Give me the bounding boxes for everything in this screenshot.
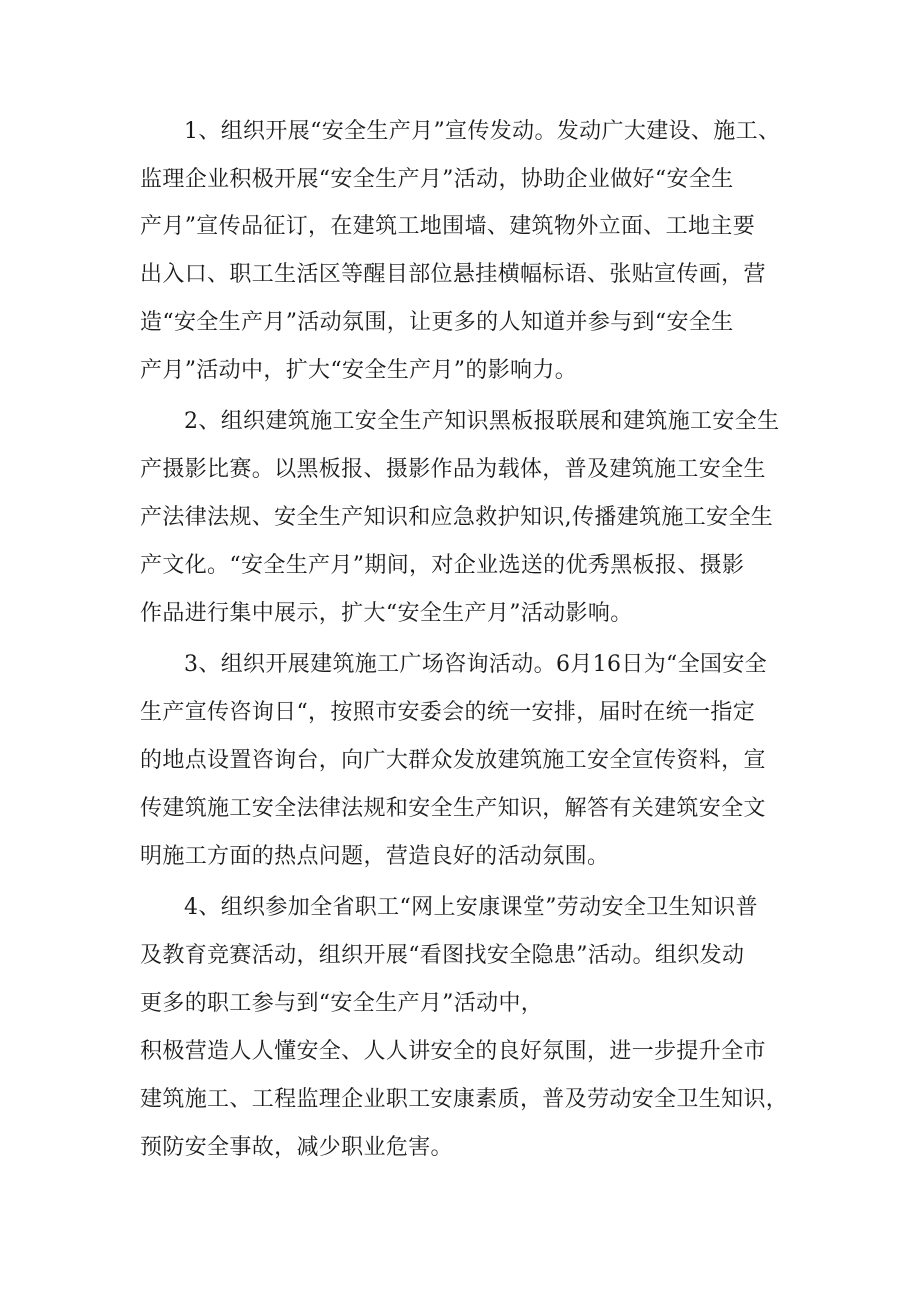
paragraph-2-line-2: 产摄影比赛。以黑板报、摄影作品为载体，普及建筑施工安全生: [140, 457, 766, 482]
paragraph-4-line-1: 4、组织参加全省职工“网上安康课堂”劳动安全卫生知识普: [184, 895, 758, 920]
paragraph-3-line-1: 3、组织开展建筑施工广场咨询活动。6月16日为“全国安全: [184, 652, 768, 677]
paragraph-1-line-3: 产月”宣传品征订，在建筑工地围墙、建筑物外立面、工地主要: [140, 214, 756, 239]
paragraph-4-line-3: 更多的职工参与到“安全生产月”活动中，: [140, 991, 544, 1016]
paragraph-3-line-3: 的地点设置咨询台，向广大群众发放建筑施工安全宣传资料，宣: [140, 748, 766, 773]
paragraph-4-line-4: 积极营造人人懂安全、人人讲安全的良好氛围，进一步提升全市: [140, 1039, 766, 1064]
paragraph-2-line-3: 产法律法规、安全生产知识和应急救护知识,传播建筑施工安全生: [140, 505, 774, 530]
paragraph-4-line-5: 建筑施工、工程监理企业职工安康素质，普及劳动安全卫生知识，: [140, 1087, 789, 1112]
paragraph-1-line-1: 1、组织开展“安全生产月”宣传发动。发动广大建设、施工、: [184, 119, 781, 144]
paragraph-1-line-5: 造“安全生产月”活动氛围，让更多的人知道并参与到“安全生: [140, 310, 734, 335]
paragraph-3-line-4: 传建筑施工安全法律法规和安全生产知识，解答有关建筑安全文: [140, 796, 766, 821]
paragraph-3-line-5: 明施工方面的热点问题，营造良好的活动氛围。: [140, 844, 610, 869]
paragraph-1-line-2: 监理企业积极开展“安全生产月”活动，协助企业做好“安全生: [140, 167, 734, 192]
paragraph-4-line-2: 及教育竞赛活动，组织开展“看图找安全隐患”活动。组织发动: [140, 943, 745, 968]
paragraph-1-line-4: 出入口、职工生活区等醒目部位悬挂横幅标语、张贴宣传画，营: [140, 262, 766, 287]
paragraph-1-line-6: 产月”活动中，扩大“安全生产月”的影响力。: [140, 358, 578, 383]
paragraph-2-line-5: 作品进行集中展示，扩大“安全生产月”活动影响。: [140, 601, 633, 626]
paragraph-3-line-2: 生产宣传咨询日“，按照市安委会的统一安排，届时在统一指定: [140, 700, 756, 725]
paragraph-2-line-4: 产文化。“安全生产月”期间，对企业选送的优秀黑板报、摄影: [140, 553, 745, 578]
paragraph-2-line-1: 2、组织建筑施工安全生产知识黑板报联展和建筑施工安全生: [184, 409, 780, 434]
paragraph-4-line-6: 预防安全事故，减少职业危害。: [140, 1135, 453, 1160]
